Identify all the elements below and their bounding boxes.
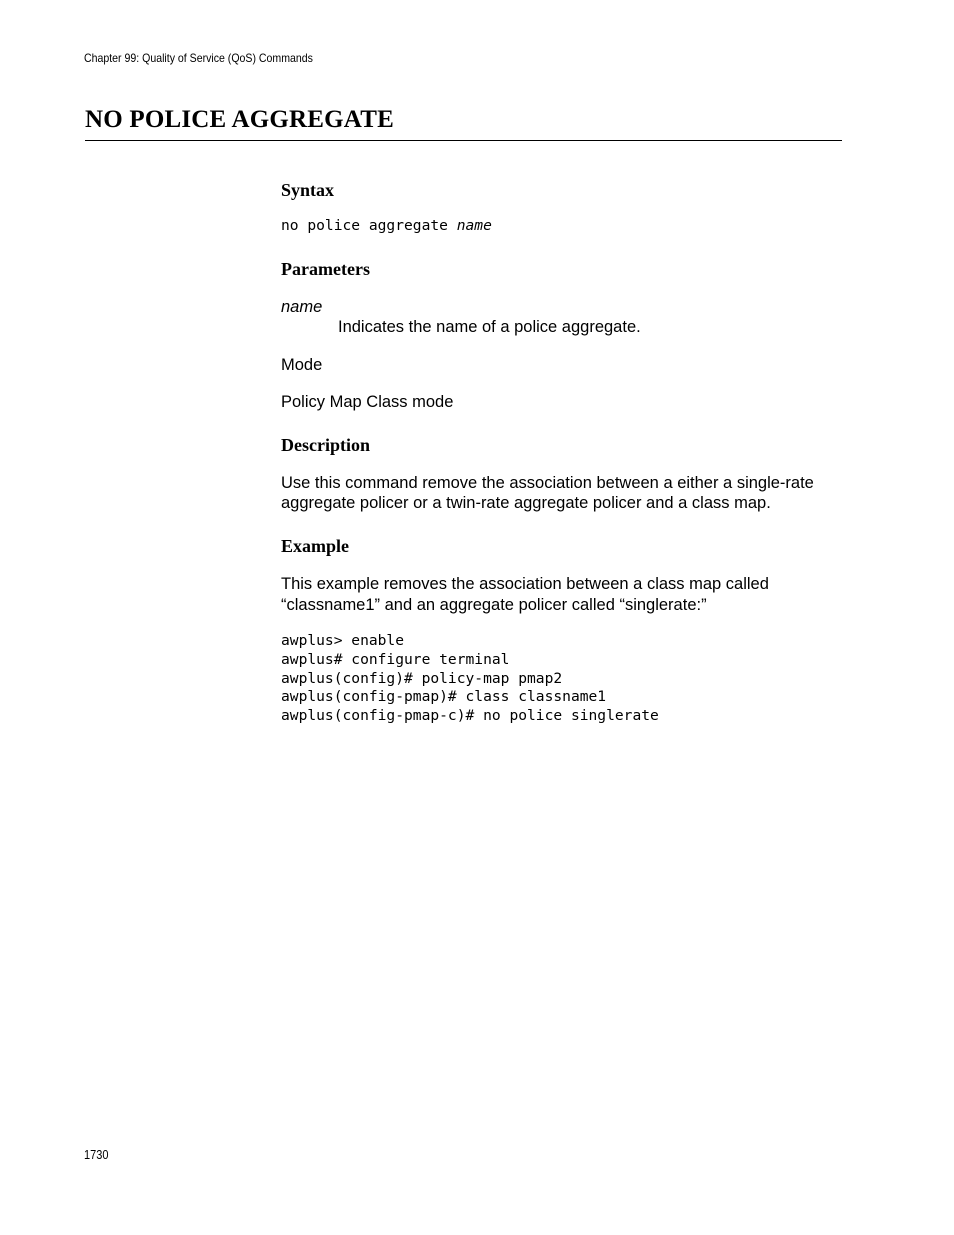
description-heading: Description: [281, 435, 370, 455]
syntax-argument: name: [456, 217, 492, 234]
description-line: Use this command remove the association between a either a single-rate: [281, 474, 814, 492]
page-title: NO POLICE AGGREGATE: [85, 106, 394, 133]
description-line: aggregate policer or a twin-rate aggregate policer and a class map.: [281, 494, 771, 512]
example-heading: Example: [281, 536, 350, 556]
syntax-heading: Syntax: [281, 180, 335, 200]
syntax-command: [281, 217, 492, 236]
code-line: awplus> enable: [281, 632, 405, 649]
page-number: 1730: [84, 1148, 109, 1162]
example-intro-line: “classname1” and an aggregate policer called “singlerate:”: [281, 596, 707, 614]
parameter-description: Indicates the name of a police aggregate.: [338, 318, 641, 336]
code-line: awplus(config-pmap-c)# no police singlerate: [281, 707, 659, 724]
mode-value: Policy Map Class mode: [281, 393, 454, 411]
code-line: awplus# configure terminal: [281, 651, 510, 668]
syntax-command-text: no police aggregate: [281, 217, 448, 234]
code-line: awplus(config)# policy-map pmap2: [281, 670, 563, 687]
code-line: awplus(config-pmap)# class classname1: [281, 688, 607, 705]
mode-label: Mode: [281, 356, 323, 374]
title-divider: [85, 140, 842, 141]
example-intro-line: This example removes the association between a class map called: [281, 575, 769, 593]
parameter-term: name: [281, 298, 323, 316]
running-header: Chapter 99: Quality of Service (QoS) Commands: [84, 51, 313, 65]
parameters-heading: Parameters: [281, 259, 370, 279]
